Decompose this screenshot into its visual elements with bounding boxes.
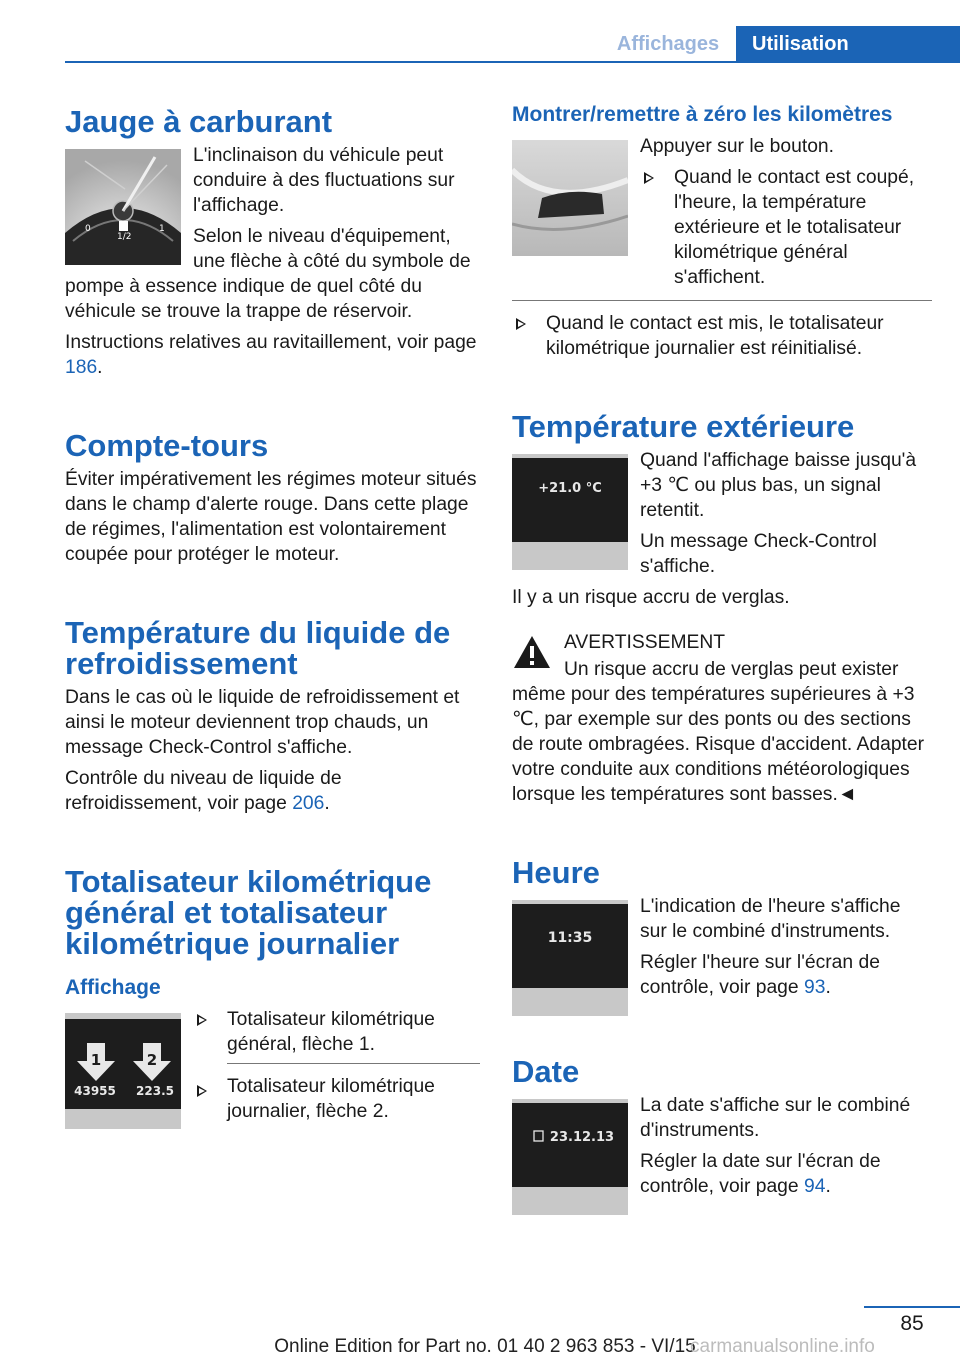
outside-temp-text-3: Il y a un risque accru de verglas. — [512, 587, 790, 608]
time-readout: 11:35 — [547, 930, 593, 946]
gauge-label-full: 1 — [159, 224, 165, 234]
list-item-text: Totalisateur kilométrique général, flèche 1. — [227, 1009, 435, 1055]
triangle-bullet-icon — [516, 318, 526, 330]
date-text-1: La date s'affiche sur le combiné d'instruments. — [640, 1095, 911, 1141]
reset-list-b — [512, 311, 932, 367]
trip-km-readout: 223.5 — [136, 1084, 174, 1098]
reset-button-figure — [512, 140, 628, 256]
rev-counter-text: Éviter impérativement les régimes moteur situés dans le champ d'alerte rouge. Dans cette plage de régimes, l'alimentation est volontairement coupée pour protéger le moteur. — [65, 469, 477, 565]
date-figure — [512, 1099, 628, 1215]
date-ref-text: Régler la date sur l'écran de contrôle, voir page — [640, 1151, 881, 1197]
warning-label: AVERTISSEMENT — [564, 632, 726, 653]
gauge-label-half: 1/2 — [117, 232, 132, 242]
total-km-readout: 43955 — [74, 1084, 116, 1098]
warning-text: Un risque accru de verglas peut exister même pour des températures supérieures à +3 ℃, par exemple sur des ponts ou des sections de route ombragées. Risque d'accident. Adapter votre conduite aux conditions météorologiques lorsque les températures sont basses.◄ — [512, 659, 925, 805]
list-item-text: Totalisateur kilométrique journalier, flèche 2. — [227, 1076, 435, 1122]
date-page-link[interactable]: 94 — [804, 1176, 826, 1197]
odometer-heading: Totalisateur kilométrique général et totalisateur kilométrique journalier — [65, 864, 432, 961]
coolant-heading: Température du liquide de refroidissement — [65, 615, 451, 681]
page-number: 85 — [900, 1312, 924, 1335]
time-text-1: L'indication de l'heure s'affiche sur le combiné d'instruments. — [640, 896, 901, 942]
coolant-page-link[interactable]: 206 — [292, 793, 325, 814]
fuel-ref-text: Instructions relatives au ravitaillement, voir page — [65, 332, 477, 353]
list-item — [512, 311, 932, 361]
fuel-ref-end: . — [97, 357, 103, 378]
list-item-text: Quand le contact est mis, le totalisateur kilométrique journalier est réinitialisé. — [546, 313, 884, 359]
coolant-text-1: Dans le cas où le liquide de refroidissement et ainsi le moteur deviennent trop chauds, un message Check-Control s'affiche. — [65, 687, 460, 758]
temp-readout: +21.0 °C — [538, 481, 602, 496]
odometer-figure — [65, 1013, 181, 1129]
odometer-list — [193, 1007, 480, 1130]
time-heading: Heure — [512, 855, 600, 890]
list-item — [193, 1007, 480, 1057]
arrow-1-label: 1 — [90, 1051, 102, 1069]
header-section-tab: Affichages — [616, 32, 720, 55]
header-chapter-tab: Utilisation — [736, 26, 960, 62]
outside-temp-text-2: Un message Check-Control s'affiche. — [640, 531, 877, 577]
reset-text: Appuyer sur le bouton. — [640, 136, 835, 157]
reset-list-a — [640, 165, 932, 296]
triangle-bullet-icon — [644, 172, 654, 184]
fuel-gauge-heading: Jauge à carburant — [65, 104, 333, 139]
fuel-gauge-figure — [65, 149, 181, 265]
coolant-text-2 — [65, 766, 480, 816]
fuel-pump-icon — [119, 221, 128, 231]
time-ref-text: Régler l'heure sur l'écran de contrôle, voir page — [640, 952, 880, 998]
date-ref-end: . — [825, 1176, 831, 1197]
footer-rule — [864, 1306, 960, 1308]
date-readout: 23.12.13 — [549, 1130, 615, 1145]
list-item-text: Quand le contact est coupé, l'heure, la température extérieure et le totalisateur kilométrique général s'affichent. — [674, 167, 915, 288]
time-ref-end: . — [825, 977, 831, 998]
watermark: carmanualsonline.info — [690, 1336, 875, 1357]
fuel-gauge-text-1: L'inclinaison du véhicule peut conduire à des fluctuations sur l'affichage. — [193, 145, 455, 216]
date-heading: Date — [512, 1054, 580, 1089]
coolant-ref-end: . — [324, 793, 330, 814]
list-item — [640, 165, 932, 290]
fuel-gauge-text-3 — [65, 330, 480, 380]
time-page-link[interactable]: 93 — [804, 977, 826, 998]
list-item — [193, 1063, 480, 1124]
warning-icon — [512, 634, 552, 670]
right-column — [512, 96, 932, 1221]
gauge-label-empty: 0 — [85, 224, 91, 234]
reset-heading: Montrer/remettre à zéro les kilomètres — [512, 103, 893, 126]
outside-temp-figure — [512, 454, 628, 570]
outside-temp-heading: Température extérieure — [512, 409, 855, 444]
triangle-bullet-icon — [197, 1085, 207, 1097]
odometer-subheading: Affichage — [65, 976, 161, 999]
arrow-2-label: 2 — [146, 1051, 158, 1069]
fuel-gauge-text-2: Selon le niveau d'équipement, une flèche à côté du symbole de pompe à essence indique de quel côté du véhicule se trouve la trappe de réservoir. — [65, 226, 471, 322]
left-column — [65, 96, 480, 1135]
outside-temp-text-1: Quand l'affichage baisse jusqu'à +3 ℃ ou plus bas, un signal retentit. — [640, 450, 917, 521]
coolant-ref-text: Contrôle du niveau de liquide de refroidissement, voir page — [65, 768, 342, 814]
time-figure — [512, 900, 628, 1016]
rev-counter-heading: Compte-tours — [65, 428, 269, 463]
fuel-page-link[interactable]: 186 — [65, 357, 98, 378]
edition-line: Online Edition for Part no. 01 40 2 963 853 - VI/15 — [274, 1336, 696, 1357]
header-rule — [65, 61, 960, 63]
triangle-bullet-icon — [197, 1014, 207, 1026]
